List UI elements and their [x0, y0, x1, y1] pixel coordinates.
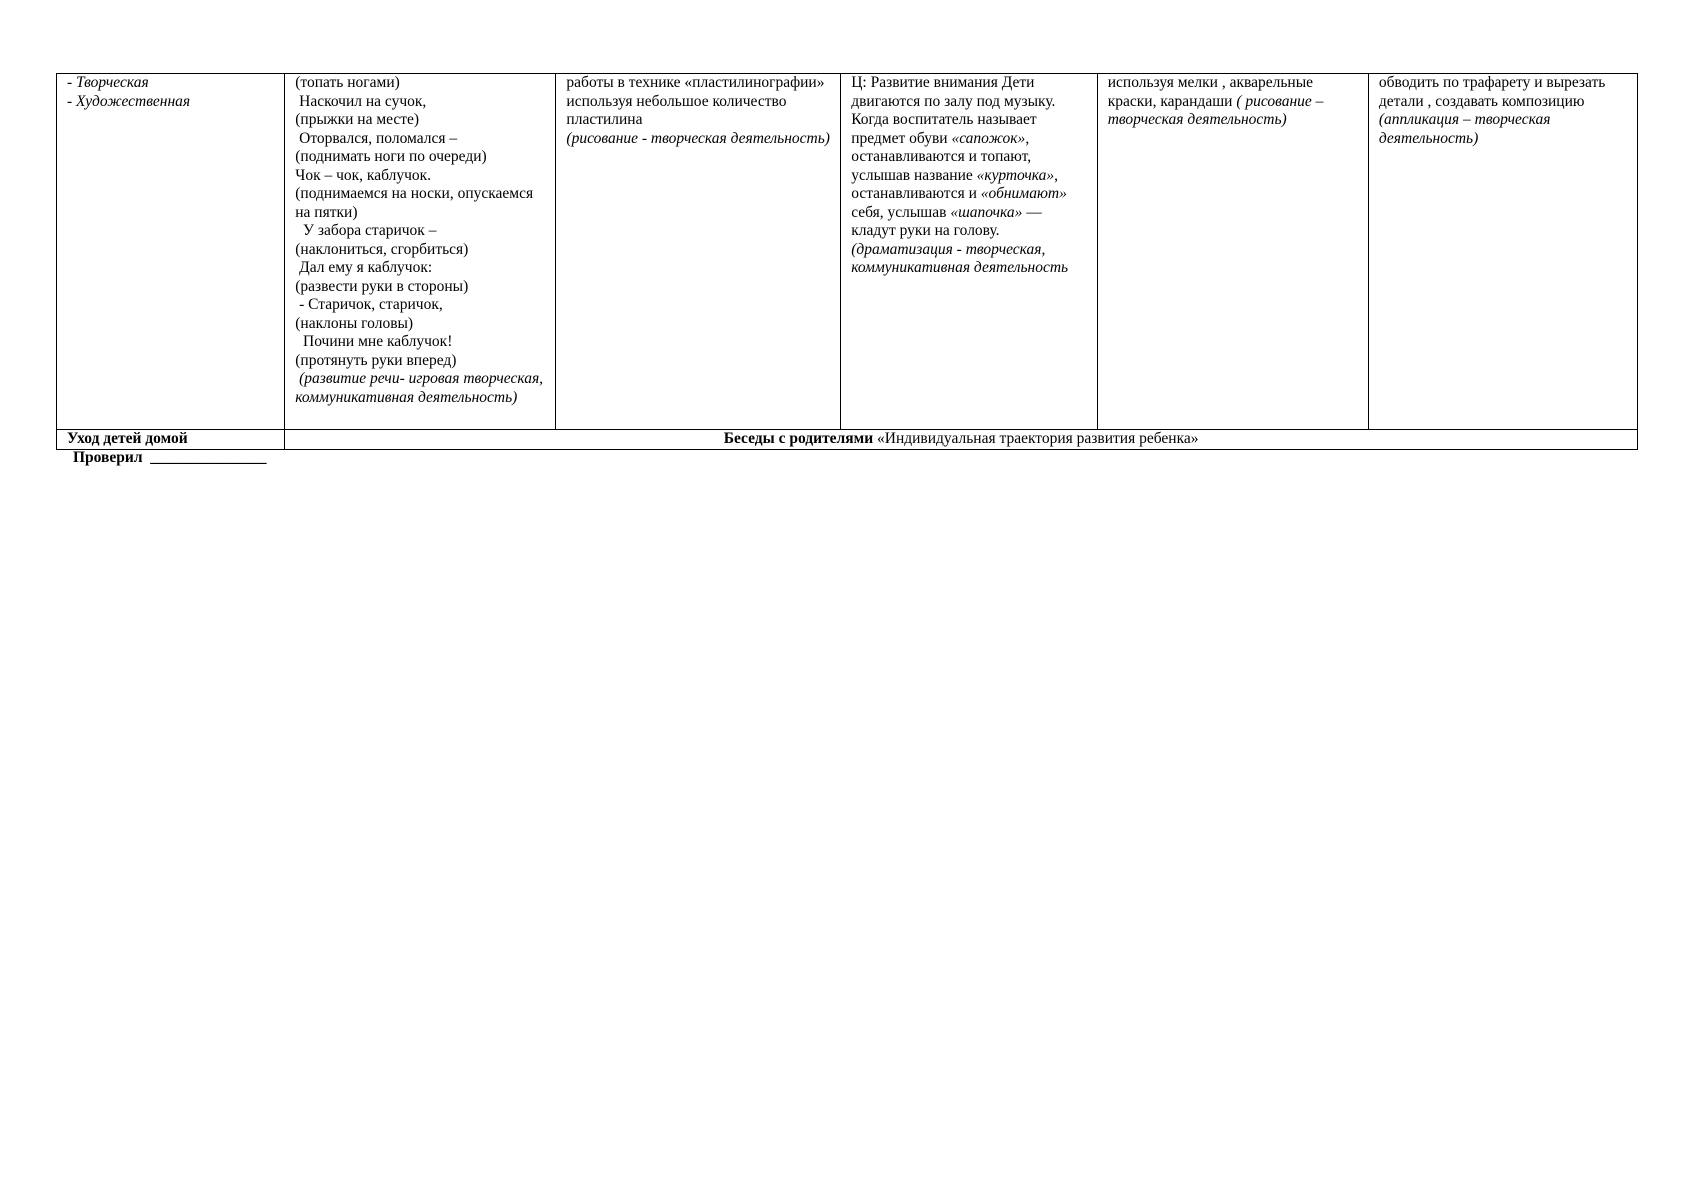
- game-text: — кладут руки на голову.: [851, 203, 1042, 239]
- activity-row: [57, 74, 1638, 430]
- exercise-line: (развести руки в стороны): [295, 277, 469, 295]
- activity-note: (развитие речи- игровая творческая, коммуникативная деятельность): [295, 370, 547, 406]
- checked-by: [73, 449, 267, 468]
- exercise-line: (прыжки на месте): [295, 111, 420, 128]
- activity-note: ( рисование – творческая деятельность): [1107, 92, 1324, 128]
- exercise-line: У забора старичок –: [295, 222, 437, 239]
- exercise-line: Дал ему я каблучок:: [295, 259, 433, 276]
- game-keyword: «сапожок»: [951, 129, 1026, 147]
- exercise-line: (поднимать ноги по очереди): [295, 148, 487, 165]
- exercise-line: Чок – чок, каблучок.: [295, 166, 432, 184]
- drawing-text: используя мелки , акварельные краски, карандаши: [1107, 74, 1314, 110]
- parents-talk-title: Беседы с родителями: [723, 430, 874, 447]
- activity-types-cell: [57, 74, 285, 430]
- parents-talk-topic: «Индивидуальная траектория развития ребенка»: [873, 430, 1199, 447]
- exercise-line: Почини мне каблучок!: [295, 333, 453, 350]
- activity-type-artistic: - Художественная: [67, 92, 191, 110]
- game-text: , останавливаются и: [851, 166, 1059, 202]
- exercise-line: - Старичок, старичок,: [295, 296, 443, 313]
- game-keyword: «обнимают»: [980, 185, 1067, 202]
- exercise-line: (протянуть руки вперед): [295, 351, 457, 369]
- game-keyword: «курточка»: [976, 166, 1055, 184]
- applique-text: обводить по трафарету и вырезать детали , создавать композицию: [1378, 74, 1606, 110]
- game-text: Ц: Развитие внимания Дети двигаются по залу под музыку. Когда воспитатель называет предмет обуви: [851, 74, 1056, 147]
- applique-cell: [1368, 74, 1637, 430]
- plasticine-text: работы в технике «пластилинографии» используя небольшое количество пластилина: [566, 74, 825, 128]
- departure-row: [57, 430, 1638, 450]
- departure-label: Уход детей домой: [57, 430, 285, 450]
- signature-line: _______________: [150, 449, 267, 466]
- plasticine-cell: [556, 74, 841, 430]
- activity-type-creative: - Творческая: [67, 74, 149, 91]
- physical-exercise-cell: [285, 74, 556, 430]
- checked-by-label: Проверил: [73, 449, 143, 466]
- exercise-line: (поднимаемся на носки, опускаемся на пятки): [295, 185, 537, 221]
- game-text: себя, услышав: [851, 203, 951, 221]
- activity-note: (рисование - творческая деятельность): [566, 129, 830, 147]
- exercise-line: (наклоны головы): [295, 314, 414, 332]
- attention-game-cell: [841, 74, 1098, 430]
- drawing-cell: [1097, 74, 1368, 430]
- activity-note: (аппликация – творческая деятельность): [1378, 111, 1555, 147]
- game-text: , останавливаются и топают, услышав название: [851, 129, 1032, 184]
- exercise-line: Наскочил на сучок,: [295, 92, 427, 110]
- plan-table: [56, 73, 1638, 450]
- exercise-line: (наклониться, сгорбиться): [295, 240, 469, 258]
- parents-talk-cell: [285, 430, 1638, 450]
- exercise-line: (топать ногами): [295, 74, 400, 91]
- game-keyword: «шапочка»: [950, 203, 1023, 221]
- activity-note: (драматизация - творческая, коммуникативная деятельность: [851, 240, 1069, 276]
- exercise-line: Оторвался, поломался –: [295, 129, 458, 147]
